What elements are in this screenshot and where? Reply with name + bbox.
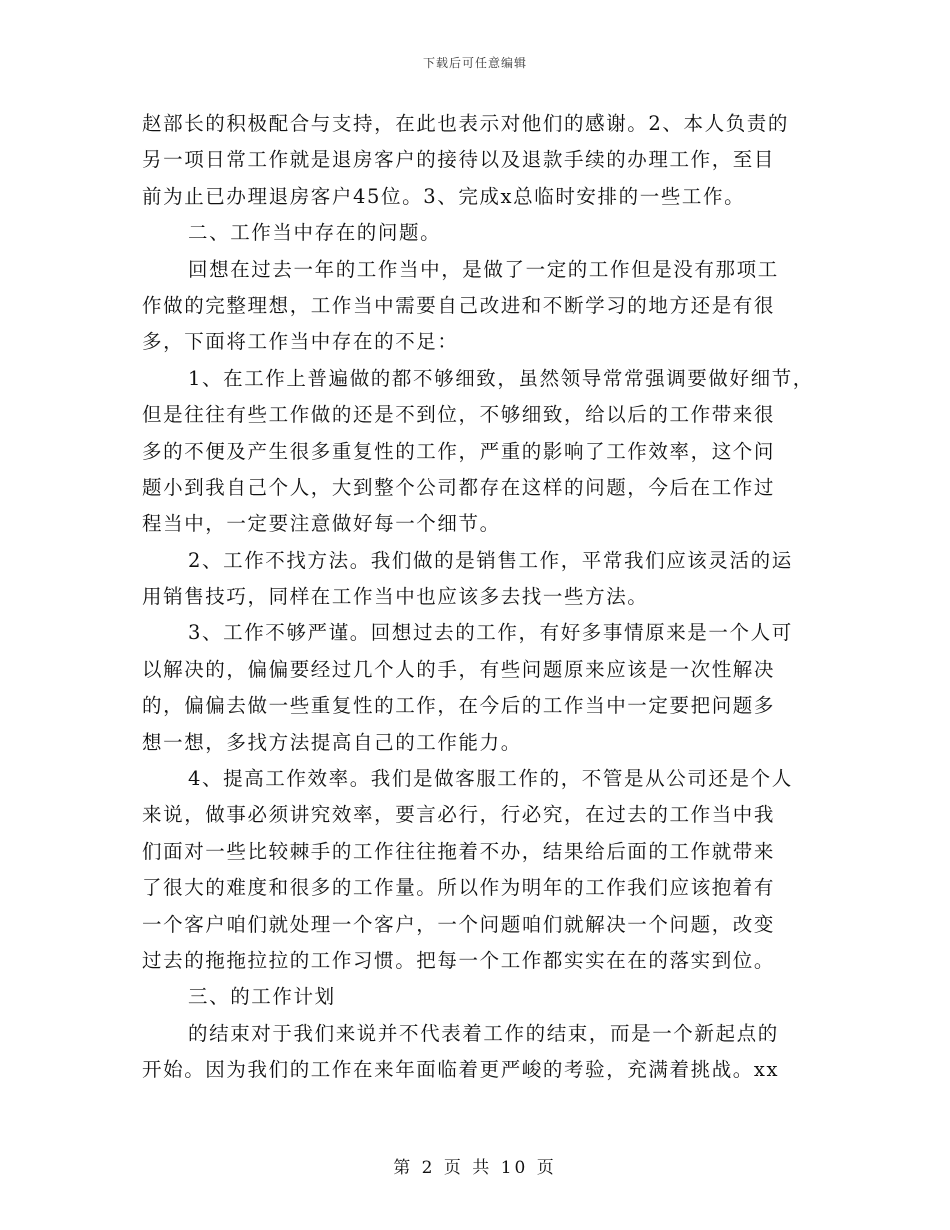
text-line: 想一想，多找方法提高自己的工作能力。 bbox=[142, 730, 522, 754]
text-line: 2、工作不找方法。我们做的是销售工作，平常我们应该灵活的运 bbox=[188, 548, 793, 572]
text-line: 一个客户咱们就处理一个客户，一个问题咱们就解决一个问题，改变 bbox=[142, 912, 776, 936]
page-number-footer: 第 2 页 共 10 页 bbox=[393, 1158, 557, 1178]
text-line: 作做的完整理想，工作当中需要自己改进和不断学习的地方还是有很 bbox=[142, 293, 776, 317]
text-line: 程当中，一定要注意做好每一个细节。 bbox=[142, 512, 501, 536]
text-line: 来说，做事必须讲究效率，要言必行，行必究，在过去的工作当中我 bbox=[142, 803, 776, 827]
text-line: 过去的拖拖拉拉的工作习惯。把每一个工作都实实在在的落实到位。 bbox=[142, 948, 776, 972]
text-line: 1、在工作上普遍做的都不够细致，虽然领导常常强调要做好细节， bbox=[188, 366, 814, 390]
text-line: 前为止已办理退房客户45位。3、完成x总临时安排的一些工作。 bbox=[142, 184, 746, 208]
text-line: 多的不便及产生很多重复性的工作，严重的影响了工作效率，这个问 bbox=[142, 439, 776, 463]
text-line: 4、提高工作效率。我们是做客服工作的，不管是从公司还是个人 bbox=[188, 767, 793, 791]
page-header: 下载后可任意编辑 bbox=[422, 56, 527, 70]
text-line: 赵部长的积极配合与支持，在此也表示对他们的感谢。2、本人负责的 bbox=[142, 112, 790, 135]
text-line: 另一项日常工作就是退房客户的接待以及退款手续的办理工作，至目 bbox=[142, 148, 776, 172]
text-line: 用销售技巧，同样在工作当中也应该多去找一些方法。 bbox=[142, 585, 649, 609]
text-line: 但是往往有些工作做的还是不到位，不够细致，给以后的工作带来很 bbox=[142, 403, 776, 427]
text-line: 开始。因为我们的工作在来年面临着更严峻的考验，充满着挑战。xx bbox=[142, 1058, 780, 1082]
text-line: 3、工作不够严谨。回想过去的工作，有好多事情原来是一个人可 bbox=[188, 621, 793, 645]
text-line: 了很大的难度和很多的工作量。所以作为明年的工作我们应该抱着有 bbox=[142, 876, 776, 900]
text-line: 题小到我自己个人，大到整个公司都存在这样的问题，今后在工作过 bbox=[142, 475, 776, 499]
text-line: 以解决的，偏偏要经过几个人的手，有些问题原来应该是一次性解决 bbox=[142, 657, 776, 681]
text-line: 的结束对于我们来说并不代表着工作的结束，而是一个新起点的 bbox=[188, 1021, 779, 1045]
document-body bbox=[142, 106, 822, 1089]
text-line: 回想在过去一年的工作当中，是做了一定的工作但是没有那项工 bbox=[188, 257, 779, 281]
text-line: 三、的工作计划 bbox=[188, 985, 336, 1009]
text-line: 多，下面将工作当中存在的不足： bbox=[142, 330, 459, 354]
text-line: 的，偏偏去做一些重复性的工作，在今后的工作当中一定要把问题多 bbox=[142, 694, 776, 718]
text-line: 们面对一些比较棘手的工作往往拖着不办，结果给后面的工作就带来 bbox=[142, 839, 776, 863]
text-line: 二、工作当中存在的问题。 bbox=[188, 221, 442, 245]
